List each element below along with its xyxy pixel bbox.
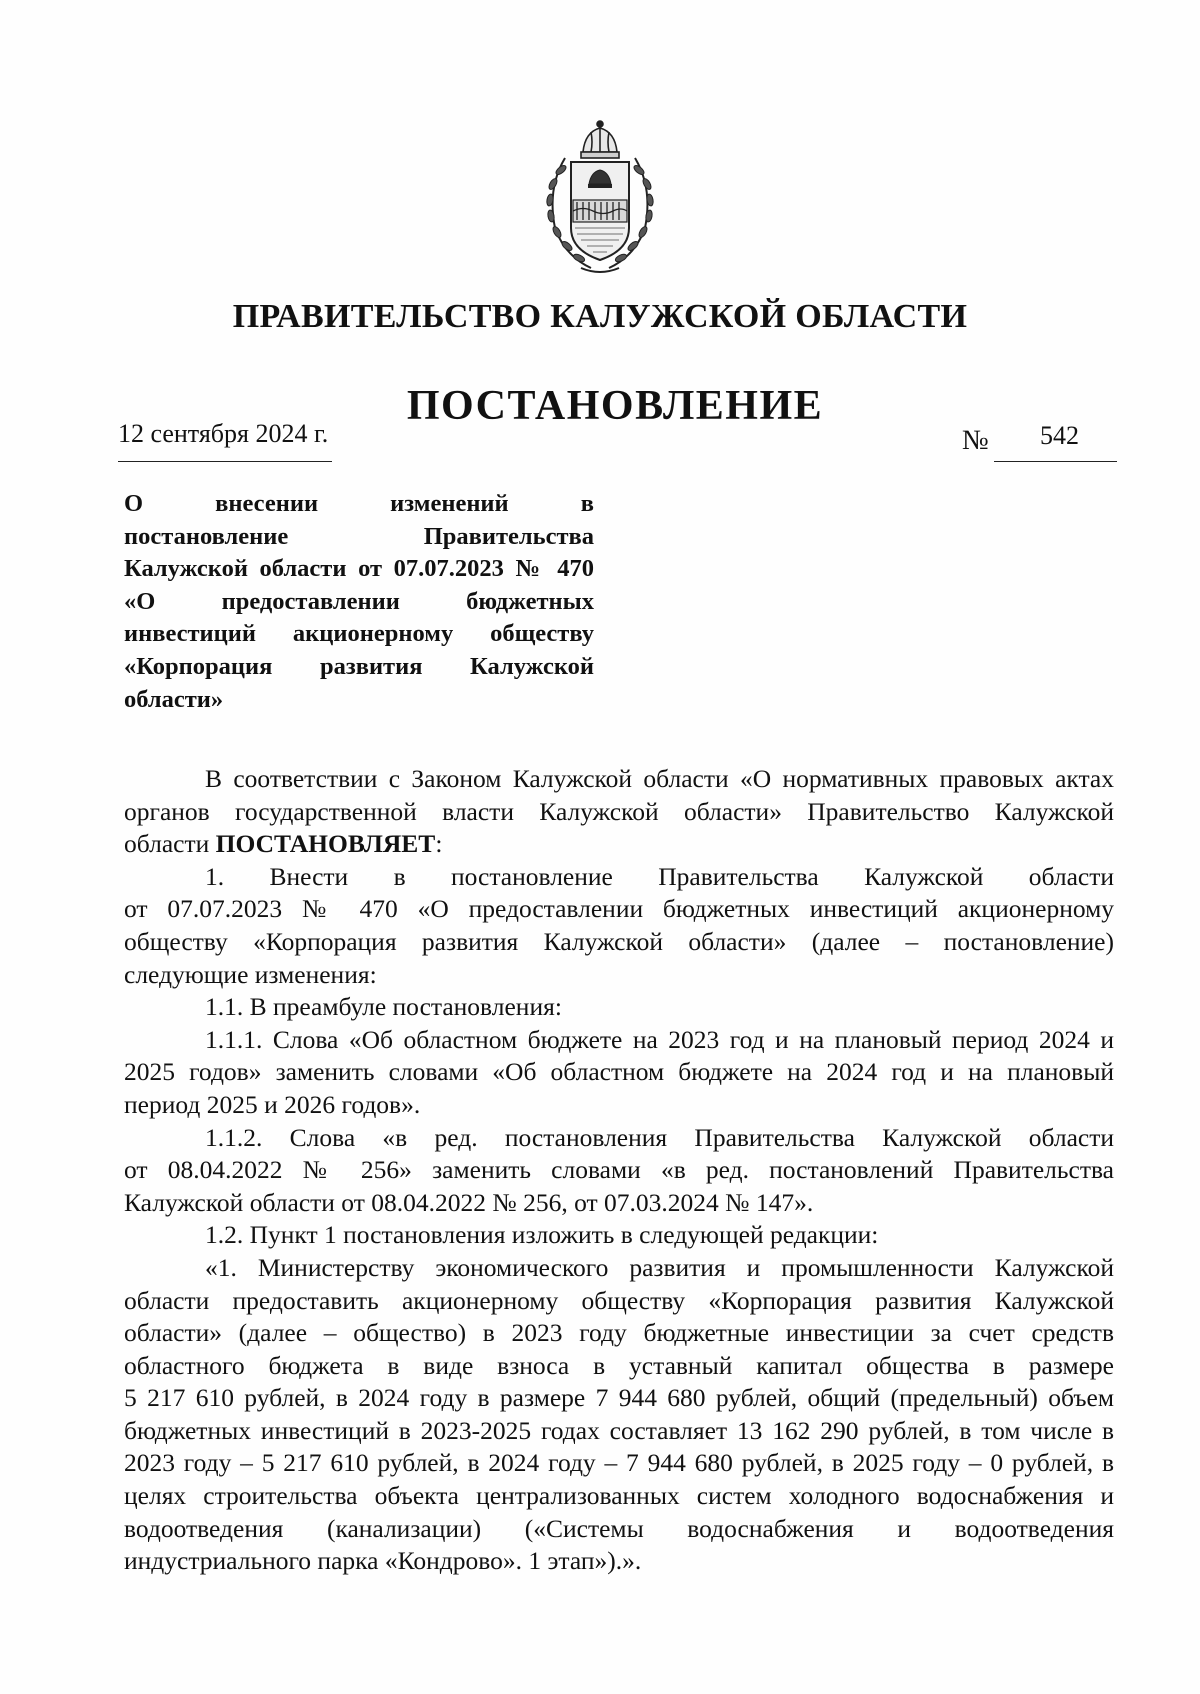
- body-line: Калужской области от 08.04.2022 № 256, от 07.03.2024 № 147».: [124, 1187, 814, 1217]
- document-type-title: ПОСТАНОВЛЕНИЕ: [406, 383, 824, 429]
- body-line: 5 217 610 рублей, в 2024 году в размере 7 944 680 рублей, общий (предельный) объем: [124, 1383, 1114, 1413]
- kaluga-coat-of-arms-icon: [531, 118, 669, 278]
- subject-line: О внесении изменений в: [124, 490, 594, 517]
- body-line: областного бюджета в виде взноса в уставный капитал общества в размере: [124, 1350, 1114, 1380]
- body-line: индустриального парка «Кондрово». 1 этап»).».: [124, 1546, 642, 1576]
- subject-line: инвестиций акционерному обществу: [124, 620, 594, 648]
- body-line: период 2025 и 2026 годов».: [124, 1089, 421, 1119]
- body-line: [124, 828, 1114, 861]
- body-line: В соответствии с Законом Калужской области «О нормативных правовых актах: [205, 764, 1114, 793]
- subject-line: области»: [124, 685, 224, 713]
- body-line: 1. Внести в постановление Правительства Калужской области: [205, 861, 1114, 891]
- document-subject: [124, 488, 594, 716]
- body-line: 1.1.1. Слова «Об областном бюджете на 2023 год и на плановый период 2024 и: [205, 1024, 1114, 1054]
- body-line: от 07.07.2023 № 470 «О предоставлении бюджетных инвестиций акционерному: [124, 894, 1114, 924]
- organization-title: ПРАВИТЕЛЬСТВО КАЛУЖСКОЙ ОБЛАСТИ: [232, 298, 968, 335]
- body-line: области» (далее – общество) в 2023 году бюджетные инвестиции за счет средств: [124, 1318, 1114, 1348]
- body-line: целях строительства объекта централизованных систем холодного водоснабжения и: [124, 1481, 1114, 1511]
- resolves-word: ПОСТАНОВЛЯЕТ: [215, 829, 436, 859]
- body-line: обществу «Корпорация развития Калужской области» (далее – постановление): [124, 926, 1114, 956]
- body-line: органов государственной власти Калужской области» Правительство Калужской: [124, 796, 1114, 826]
- body-line: 1.1.2. Слова «в ред. постановления Правительства Калужской области: [205, 1122, 1114, 1152]
- body-line: водоотведения (канализации) («Системы водоснабжения и водоотведения: [124, 1513, 1114, 1543]
- subject-line: Калужской области от 07.07.2023 № 470: [124, 555, 594, 583]
- body-text: области: [124, 829, 216, 859]
- body-line: «1. Министерству экономического развития и промышленности Калужской: [205, 1252, 1114, 1282]
- document-number-label: №: [962, 425, 989, 456]
- body-line: 1.2. Пункт 1 постановления изложить в следующей редакции:: [205, 1220, 879, 1250]
- body-line: 2023 году – 5 217 610 рублей, в 2024 году – 7 944 680 рублей, в 2025 году – 0 рублей, в: [124, 1448, 1114, 1478]
- document-date: 12 сентября 2024 г.: [118, 419, 329, 448]
- body-line: бюджетных инвестиций в 2023-2025 годах составляет 13 162 290 рублей, в том числе в: [124, 1415, 1114, 1445]
- body-line: 2025 годов» заменить словами «Об областном бюджете на 2024 год и на плановый: [124, 1057, 1114, 1087]
- subject-line: «О предоставлении бюджетных: [124, 587, 594, 615]
- body-line: от 08.04.2022 № 256» заменить словами «в ред. постановлений Правительства: [124, 1155, 1114, 1185]
- body-line: 1.1. В преамбуле постановления:: [205, 992, 562, 1022]
- date-underline: [118, 461, 332, 462]
- body-line: области предоставить акционерному обществу «Корпорация развития Калужской: [124, 1285, 1114, 1315]
- subject-line: «Корпорация развития Калужской: [124, 652, 594, 680]
- document-body: [124, 763, 1114, 1578]
- document-number: 542: [1040, 421, 1079, 450]
- body-line: следующие изменения:: [124, 959, 377, 989]
- number-underline: [994, 461, 1117, 462]
- subject-line: постановление Правительства: [124, 522, 594, 550]
- body-text: :: [435, 829, 443, 859]
